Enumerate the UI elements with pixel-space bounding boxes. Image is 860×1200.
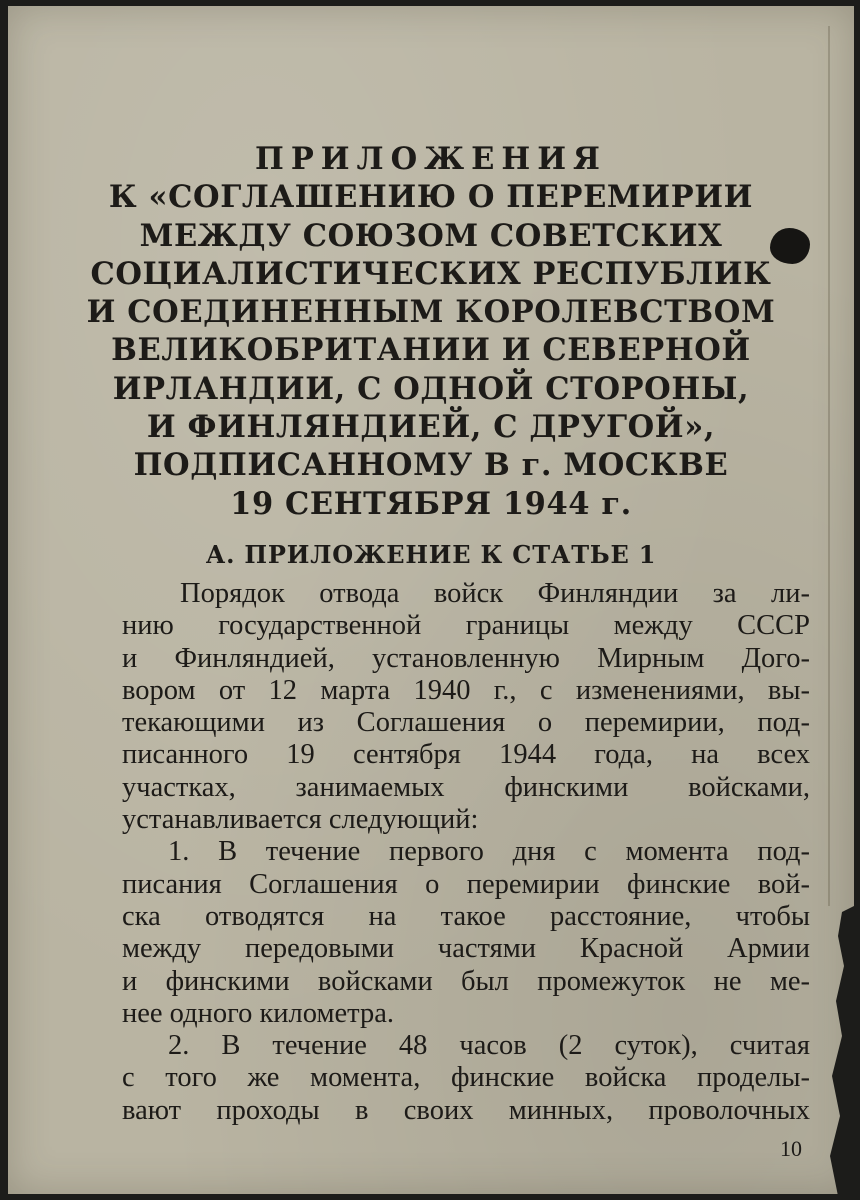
body-line: вают проходы в своих минных, проволочных bbox=[122, 1094, 810, 1126]
title-line: ВЕЛИКОБРИТАНИИ И СЕВЕРНОЙ bbox=[111, 332, 751, 369]
title-line: 19 СЕНТЯБРЯ 1944 г. bbox=[230, 485, 632, 522]
title-line: СОЦИАЛИСТИЧЕСКИХ РЕСПУБЛИК bbox=[90, 255, 772, 292]
body-line: устанавливается следующий: bbox=[122, 804, 479, 836]
page-number: 10 bbox=[780, 1136, 802, 1161]
body-line: между передовыми частями Красной Армии bbox=[122, 933, 810, 965]
body-line: и Финляндией, установленную Мирным Дого- bbox=[122, 642, 810, 674]
body-line: текающими из Соглашения о перемирии, под- bbox=[122, 707, 810, 739]
body-line: 2. В течение 48 часов (2 суток), считая bbox=[168, 1030, 810, 1062]
title-line: ИРЛАНДИИ, С ОДНОЙ СТОРОНЫ, bbox=[112, 370, 750, 407]
title-line: ПРИЛОЖЕНИЯ bbox=[255, 141, 607, 177]
title-line: К «СОГЛАШЕНИЮ О ПЕРЕМИРИИ bbox=[108, 179, 754, 216]
title-line: И ФИНЛЯНДИЕЙ, С ДРУГОЙ», bbox=[146, 409, 716, 446]
title-line: И СОЕДИНЕННЫМ КОРОЛЕВСТВОМ bbox=[86, 294, 776, 331]
title-line: МЕЖДУ СОЮЗОМ СОВЕТСКИХ bbox=[139, 217, 723, 254]
body-line: с того же момента, финские войска проделы- bbox=[122, 1062, 810, 1094]
torn-edge bbox=[812, 906, 854, 1196]
document-page bbox=[8, 6, 854, 1194]
body-line: Порядок отвода войск Финляндии за ли- bbox=[180, 578, 810, 609]
body-line: участках, занимаемых финскими войсками, bbox=[122, 771, 810, 803]
section-heading: А. ПРИЛОЖЕНИЕ К СТАТЬЕ 1 bbox=[205, 540, 657, 569]
body-line: ска отводятся на такое расстояние, чтобы bbox=[122, 900, 810, 932]
body-line: нию государственной границы между СССР bbox=[122, 610, 810, 642]
document-title bbox=[8, 140, 854, 523]
body-text bbox=[122, 578, 810, 1127]
body-line: писания Соглашения о перемирии финские вой- bbox=[122, 868, 810, 900]
body-line: писанного 19 сентября 1944 года, на всех bbox=[122, 739, 810, 771]
title-line: ПОДПИСАННОМУ В г. МОСКВЕ bbox=[133, 447, 729, 484]
body-line: нее одного километра. bbox=[122, 997, 395, 1029]
body-line: и финскими войсками был промежуток не ме- bbox=[122, 965, 810, 997]
body-line: вором от 12 марта 1940 г., с изменениями, вы- bbox=[122, 674, 810, 706]
body-line: 1. В течение первого дня с момента под- bbox=[168, 836, 810, 868]
